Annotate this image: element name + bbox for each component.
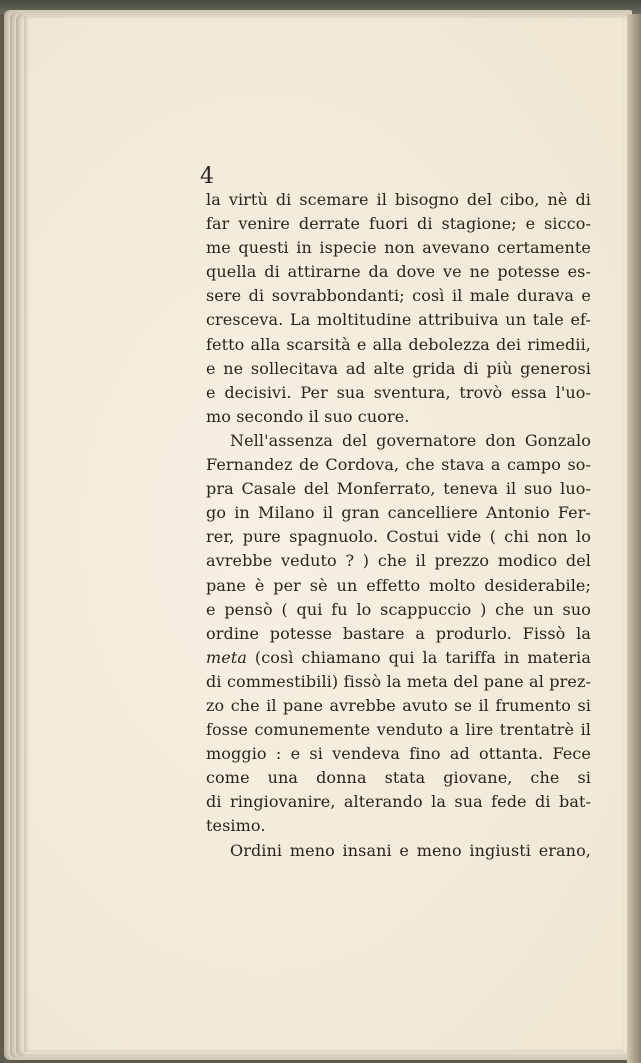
text-line: e decisivi. Per sua sventura, trovò essa l'uo- <box>206 382 591 402</box>
text-line <box>206 646 591 670</box>
page-number: 4 <box>200 164 214 189</box>
text-line: tesimo. <box>206 816 266 836</box>
text-line: sere di sovrabbondanti; così il male durava e <box>206 286 591 306</box>
text-line: moggio : e si vendeva fino ad ottanta. Fece <box>206 744 591 764</box>
text-line: avrebbe veduto ? ) che il prezzo modico del <box>206 551 591 571</box>
spine-shadow <box>627 14 641 1063</box>
text-line: zo che il pane avrebbe avuto se il frumento si <box>206 695 591 715</box>
text-line: rer, pure spagnuolo. Costui vide ( chi non lo <box>206 527 591 547</box>
text-line: pra Casale del Monferrato, teneva il suo luo- <box>206 479 591 499</box>
text-line: quella di attirarne da dove ve ne potesse es- <box>206 262 591 282</box>
text-line: di ringiovanire, alterando la sua fede di bat- <box>206 792 591 812</box>
text-line: me questi in ispecie non avevano certamente <box>206 238 591 258</box>
text-line: Fernandez de Cordova, che stava a campo so- <box>206 455 591 475</box>
text-span: (così chiamano qui la tariffa in materia <box>247 647 591 667</box>
text-line: far venire derrate fuori di stagione; e sicco- <box>206 214 591 234</box>
text-line: cresceva. La moltitudine attribuiva un tale ef- <box>206 310 591 330</box>
text-line: e ne sollecitava ad alte grida di più generosi <box>206 358 591 378</box>
text-line: e pensò ( qui fu lo scappuccio ) che un suo <box>206 599 591 619</box>
text-line: mo secondo il suo cuore. <box>206 406 410 426</box>
text-line: di commestibili) fissò la meta del pane al prez- <box>206 671 591 691</box>
text-line: fosse comunemente venduto a lire trentatrè il <box>206 720 591 740</box>
text-line: Ordini meno insani e meno ingiusti erano, <box>230 840 591 860</box>
text-line: ordine potesse bastare a produrlo. Fissò la <box>206 623 591 643</box>
italic-term: meta <box>206 647 248 667</box>
text-line: pane è per sè un effetto molto desiderabile; <box>206 575 591 595</box>
text-line: fetto alla scarsità e alla debolezza dei rimedii, <box>206 334 591 354</box>
body-text <box>206 188 591 863</box>
text-line: Nell'assenza del governatore don Gonzalo <box>230 430 591 450</box>
text-line: go in Milano il gran cancelliere Antonio Fer- <box>206 503 591 523</box>
text-line: la virtù di scemare il bisogno del cibo, nè di <box>206 190 591 209</box>
text-line: come una donna stata giovane, che si <box>206 768 591 788</box>
